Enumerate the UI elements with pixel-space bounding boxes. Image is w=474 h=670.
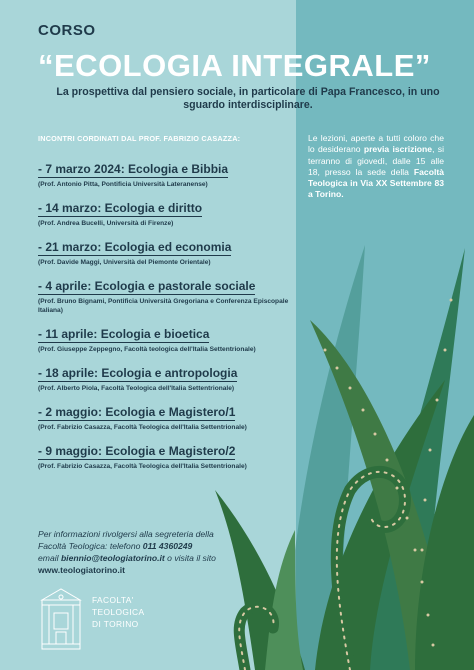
contact-email-label: email [38,553,61,563]
event-professor: (Prof. Davide Maggi, Università del Piemonte Orientale) [38,259,211,266]
event-professor: (Prof. Andrea Bucelli, Università di Firenze) [38,220,174,227]
info-bold-1: previa iscrizione [363,144,433,155]
info-text-1: Le lezioni, aperte a tutti coloro che lo desiderano [308,133,444,155]
event-title: - 14 marzo: Ecologia e diritto [38,201,203,215]
building-icon [38,586,84,652]
event-professor: (Prof. Giuseppe Zeppegno, Facoltà teologica dell'Italia Settentrionale) [38,346,256,353]
event-item [38,160,293,189]
faculty-logo [38,586,188,656]
event-title: - 7 marzo 2024: Ecologia e Bibbia [38,162,229,176]
contact-line-1: Per informazioni rivolgersi alla segreteria della [38,529,214,539]
page-title: “ECOLOGIA INTEGRALE” [38,48,431,83]
event-title: - 9 maggio: Ecologia e Magistero/2 [38,444,236,458]
subtitle-line-1: La prospettiva dal pensiero sociale, in particolare di Papa Francesco, in uno [56,86,440,98]
contact-phone-label: Facoltà Teologica: telefono [38,541,143,551]
event-title: - 18 aprile: Ecologia e antropologia [38,366,238,380]
plant-illustration [215,240,474,670]
contact-website-label: o visita il sito [164,553,216,563]
event-professor: (Prof. Fabrizio Casazza, Facoltà Teologica dell'Italia Settentrionale) [38,463,247,470]
logo-line-2: TEOLOGICA [92,607,145,617]
course-label: CORSO [38,22,96,39]
event-professor: (Prof. Antonio Pitta, Pontificia Università Lateranense) [38,181,208,188]
subtitle-line-2: sguardo interdisciplinare. [183,99,313,111]
info-bold-2: Facoltà Teologica in Via XX Settembre 83 a Torino. [308,166,444,200]
info-text-2: , si terranno di giovedì, dalle 15 alle 18, presso la sede della [308,144,444,177]
coordinator-heading: INCONTRI CORDINATI DAL PROF. FABRIZIO CASAZZA: [38,134,241,143]
logo-line-1: FACOLTA' [92,595,134,605]
subtitle [38,86,458,112]
event-professor: (Prof. Alberto Piola, Facoltà Teologica dell'Italia Settentrionale) [38,385,235,392]
event-professor: (Prof. Bruno Bignami, Pontificia Università Gregoriana e Conferenza Episcopale Italiana) [38,298,289,314]
event-professor: (Prof. Fabrizio Casazza, Facoltà Teologica dell'Italia Settentrionale) [38,424,247,431]
contact-website[interactable]: www.teologiatorino.it [38,565,126,575]
contact-phone[interactable]: 011 4360249 [142,541,193,551]
event-title: - 2 maggio: Ecologia e Magistero/1 [38,405,236,419]
faculty-logo-text [92,594,144,630]
event-title: - 11 aprile: Ecologia e bioetica [38,327,210,341]
event-title: - 21 marzo: Ecologia ed economia [38,240,232,254]
logo-line-3: DI TORINO [92,619,139,629]
lessons-info [308,133,444,201]
contact-email[interactable]: biennio@teologiatorino.it [60,553,165,563]
event-title: - 4 aprile: Ecologia e pastorale sociale [38,279,256,293]
event-item [38,199,293,228]
